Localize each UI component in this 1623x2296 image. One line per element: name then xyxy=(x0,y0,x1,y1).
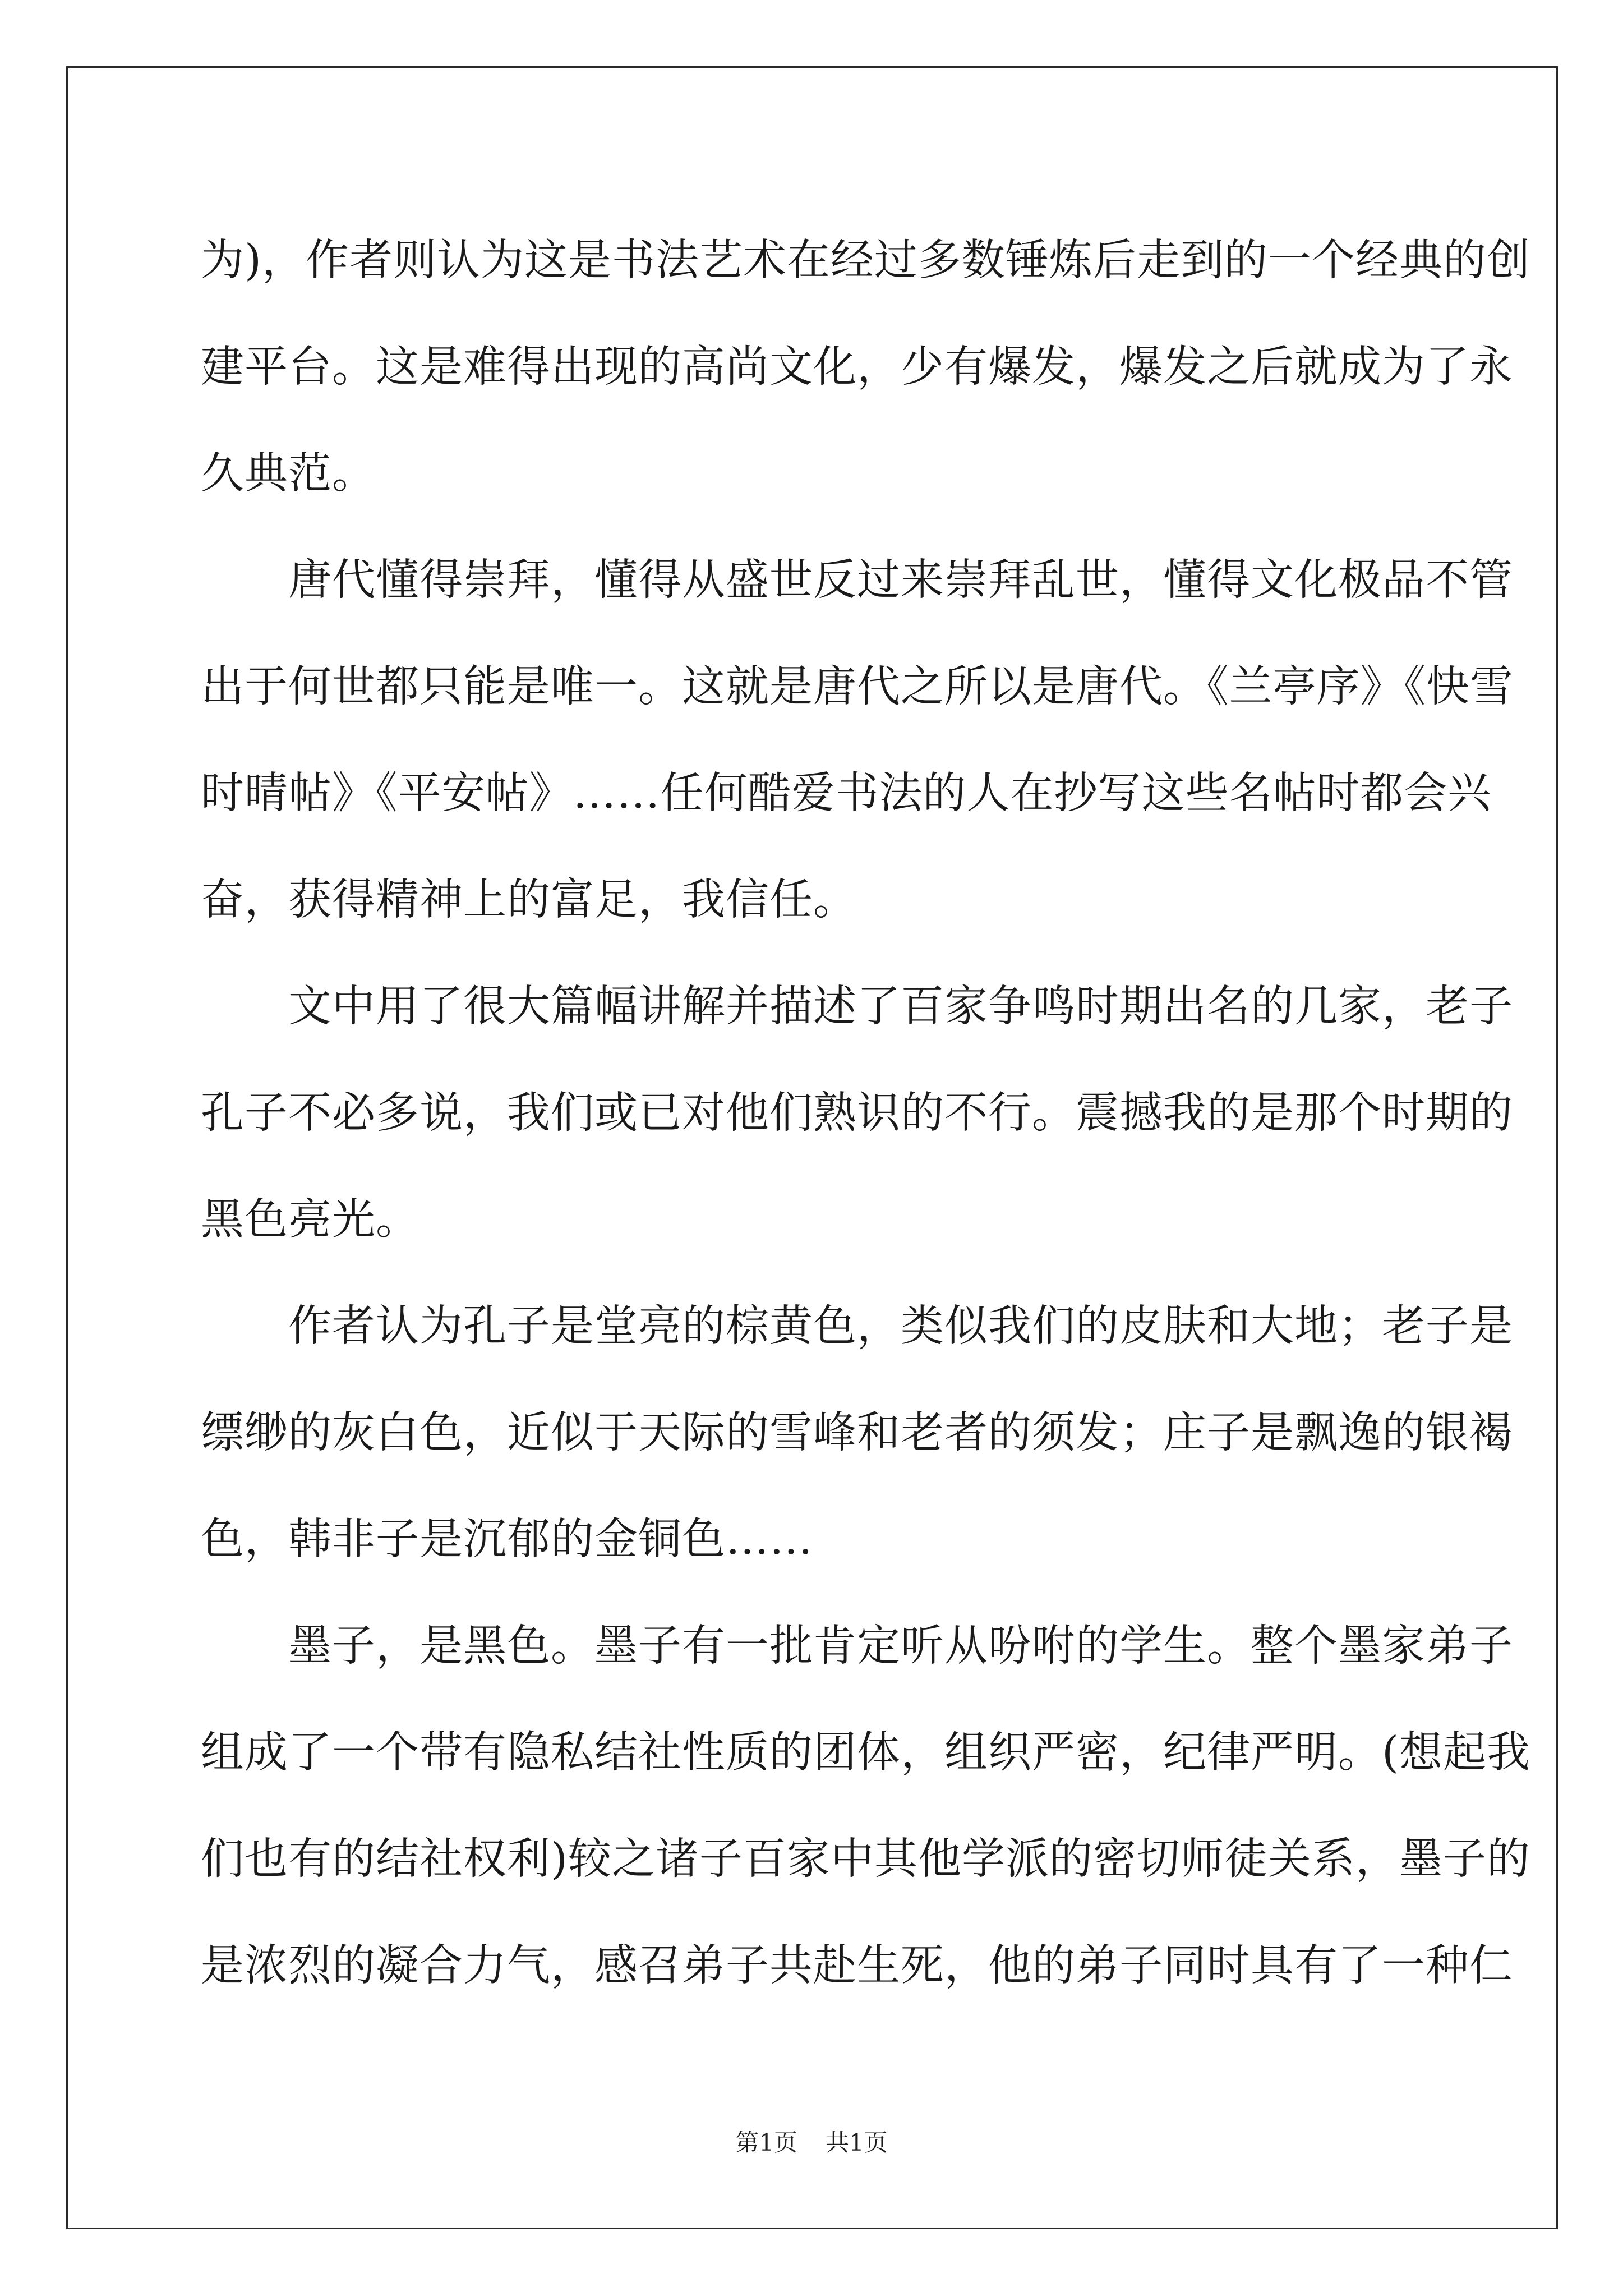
text-line: 久典范。 xyxy=(201,449,376,499)
text-line: 时晴帖》《平安帖》……任何酷爱书法的人在抄写这些名帖时都会兴 xyxy=(201,769,1492,818)
text-line: 黑色亮光。 xyxy=(201,1195,419,1245)
page-total: 共1页 xyxy=(826,2129,888,2156)
text-line: 色，韩非子是沉郁的金铜色…… xyxy=(201,1515,813,1565)
text-line: 缥缈的灰白色，近似于天际的雪峰和老者的须发；庄子是飘逸的银褐 xyxy=(201,1408,1513,1458)
text-line: 孔子不必多说，我们或已对他们熟识的不行。震撼我的是那个时期的 xyxy=(201,1088,1513,1138)
text-line: 文中用了很大篇幅讲解并描述了百家争鸣时期出名的几家，老子 xyxy=(201,982,1513,1032)
page-footer xyxy=(0,2126,1623,2160)
text-line: 奋，获得精神上的富足，我信任。 xyxy=(201,875,857,925)
document-body xyxy=(201,208,1531,2019)
text-line: 为)，作者则认为这是书法艺术在经过多数锤炼后走到的一个经典的创 xyxy=(201,236,1531,286)
text-line: 们也有的结社权利)较之诸子百家中其他学派的密切师徒关系，墨子的 xyxy=(201,1834,1531,1884)
text-line: 作者认为孔子是堂亮的棕黄色，类似我们的皮肤和大地；老子是 xyxy=(201,1301,1513,1351)
page-number: 第1页 xyxy=(735,2129,797,2156)
text-line: 出于何世都只能是唯一。这就是唐代之所以是唐代。《兰亭序》《快雪 xyxy=(201,662,1514,712)
text-line: 墨子，是黑色。墨子有一批肯定听从吩咐的学生。整个墨家弟子 xyxy=(201,1621,1513,1671)
text-line: 建平台。这是难得出现的高尚文化，少有爆发，爆发之后就成为了永 xyxy=(201,342,1513,392)
text-line: 是浓烈的凝合力气，感召弟子共赴生死，他的弟子同时具有了一种仁 xyxy=(201,1941,1513,1991)
text-line: 唐代懂得崇拜，懂得从盛世反过来崇拜乱世，懂得文化极品不管 xyxy=(201,555,1513,605)
text-line: 组成了一个带有隐私结社性质的团体，组织严密，纪律严明。(想起我 xyxy=(201,1728,1531,1778)
